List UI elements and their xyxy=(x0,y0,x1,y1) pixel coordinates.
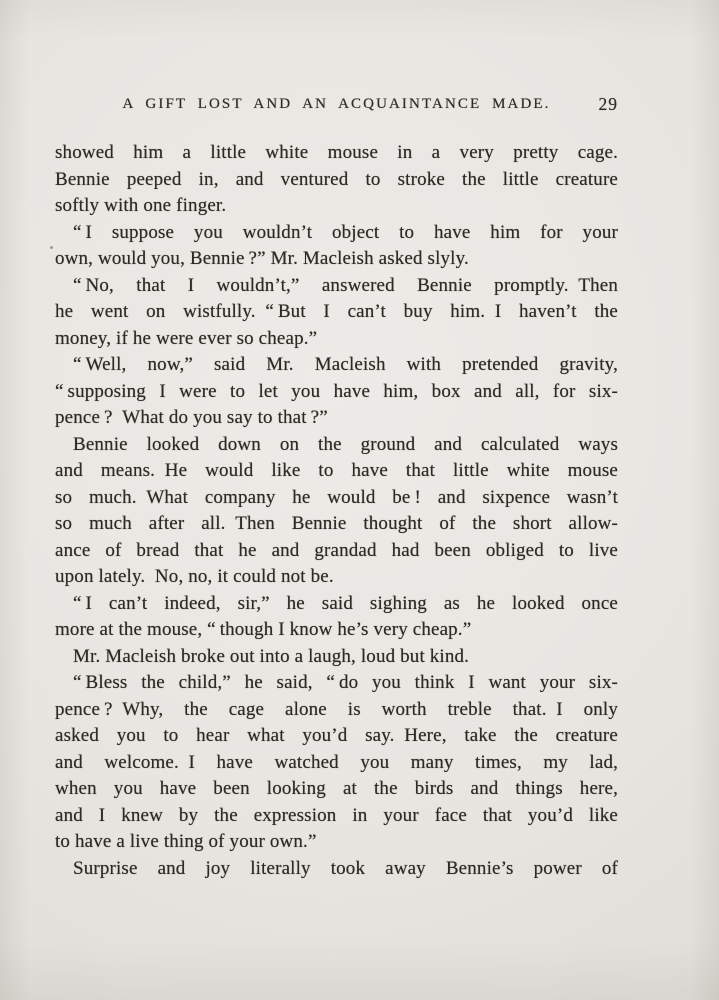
running-head-title: A GIFT LOST AND AN ACQUAINTANCE MADE. xyxy=(122,96,551,112)
text-line: and welcome. I have watched you many times, my lad, xyxy=(55,751,618,773)
text-line: and I knew by the expression in your face that you’d like xyxy=(55,804,618,826)
paragraph xyxy=(55,352,618,432)
paragraph xyxy=(55,856,618,883)
text-line: Surprise and joy literally took away Bennie’s power of xyxy=(73,857,618,879)
text-line: “ Bless the child,” he said, “ do you think I want your six- xyxy=(73,672,618,693)
paragraph xyxy=(55,644,618,671)
text-line: pence ? What do you say to that ?” xyxy=(55,407,328,428)
text-line: when you have been looking at the birds and things here, xyxy=(55,778,618,799)
text-line: “ supposing I were to let you have him, box and all, for six- xyxy=(55,380,618,402)
running-head xyxy=(55,96,618,118)
paragraph xyxy=(55,591,618,644)
text-line: “ No, that I wouldn’t,” answered Bennie promptly. Then xyxy=(73,274,618,296)
text-line: asked you to hear what you’d say. Here, take the creature xyxy=(55,725,618,746)
text-line: Bennie looked down on the ground and calculated ways xyxy=(73,433,618,455)
scan-artifact xyxy=(50,246,53,249)
text-line: upon lately. No, no, it could not be. xyxy=(55,566,334,587)
text-line: Mr. Macleish broke out into a laugh, loud but kind. xyxy=(73,645,470,667)
paragraph xyxy=(55,140,618,220)
text-line: softly with one finger. xyxy=(55,195,227,216)
text-line: showed him a little white mouse in a very pretty cage. xyxy=(55,142,618,163)
paragraph xyxy=(55,432,618,591)
text-line: so much. What company he would be ! and sixpence wasn’t xyxy=(55,486,618,508)
text-line: own, would you, Bennie ?” Mr. Macleish asked slyly. xyxy=(55,248,469,269)
text-line: ance of bread that he and grandad had been obliged to live xyxy=(55,539,618,561)
text-line: he went on wistfully. “ But I can’t buy him. I haven’t the xyxy=(55,301,618,322)
paragraph xyxy=(55,273,618,353)
page-number: 29 xyxy=(598,94,618,114)
text-line: more at the mouse, “ though I know he’s very cheap.” xyxy=(55,619,472,640)
text-line: to have a live thing of your own.” xyxy=(55,831,317,852)
paragraph xyxy=(55,670,618,856)
text-line: so much after all. Then Bennie thought of the short allow- xyxy=(55,513,618,534)
text-line: pence ? Why, the cage alone is worth treble that. I only xyxy=(55,698,618,720)
text-line: and means. He would like to have that little white mouse xyxy=(55,460,618,481)
text-line: “ I can’t indeed, sir,” he said sighing as he looked once xyxy=(73,592,618,614)
text-line: “ I suppose you wouldn’t object to have him for your xyxy=(73,221,618,243)
paragraph xyxy=(55,220,618,273)
page-text-block xyxy=(55,140,618,882)
text-line: “ Well, now,” said Mr. Macleish with pretended gravity, xyxy=(73,354,618,375)
text-line: Bennie peeped in, and ventured to stroke the little creature xyxy=(55,168,618,190)
text-line: money, if he were ever so cheap.” xyxy=(55,327,318,349)
